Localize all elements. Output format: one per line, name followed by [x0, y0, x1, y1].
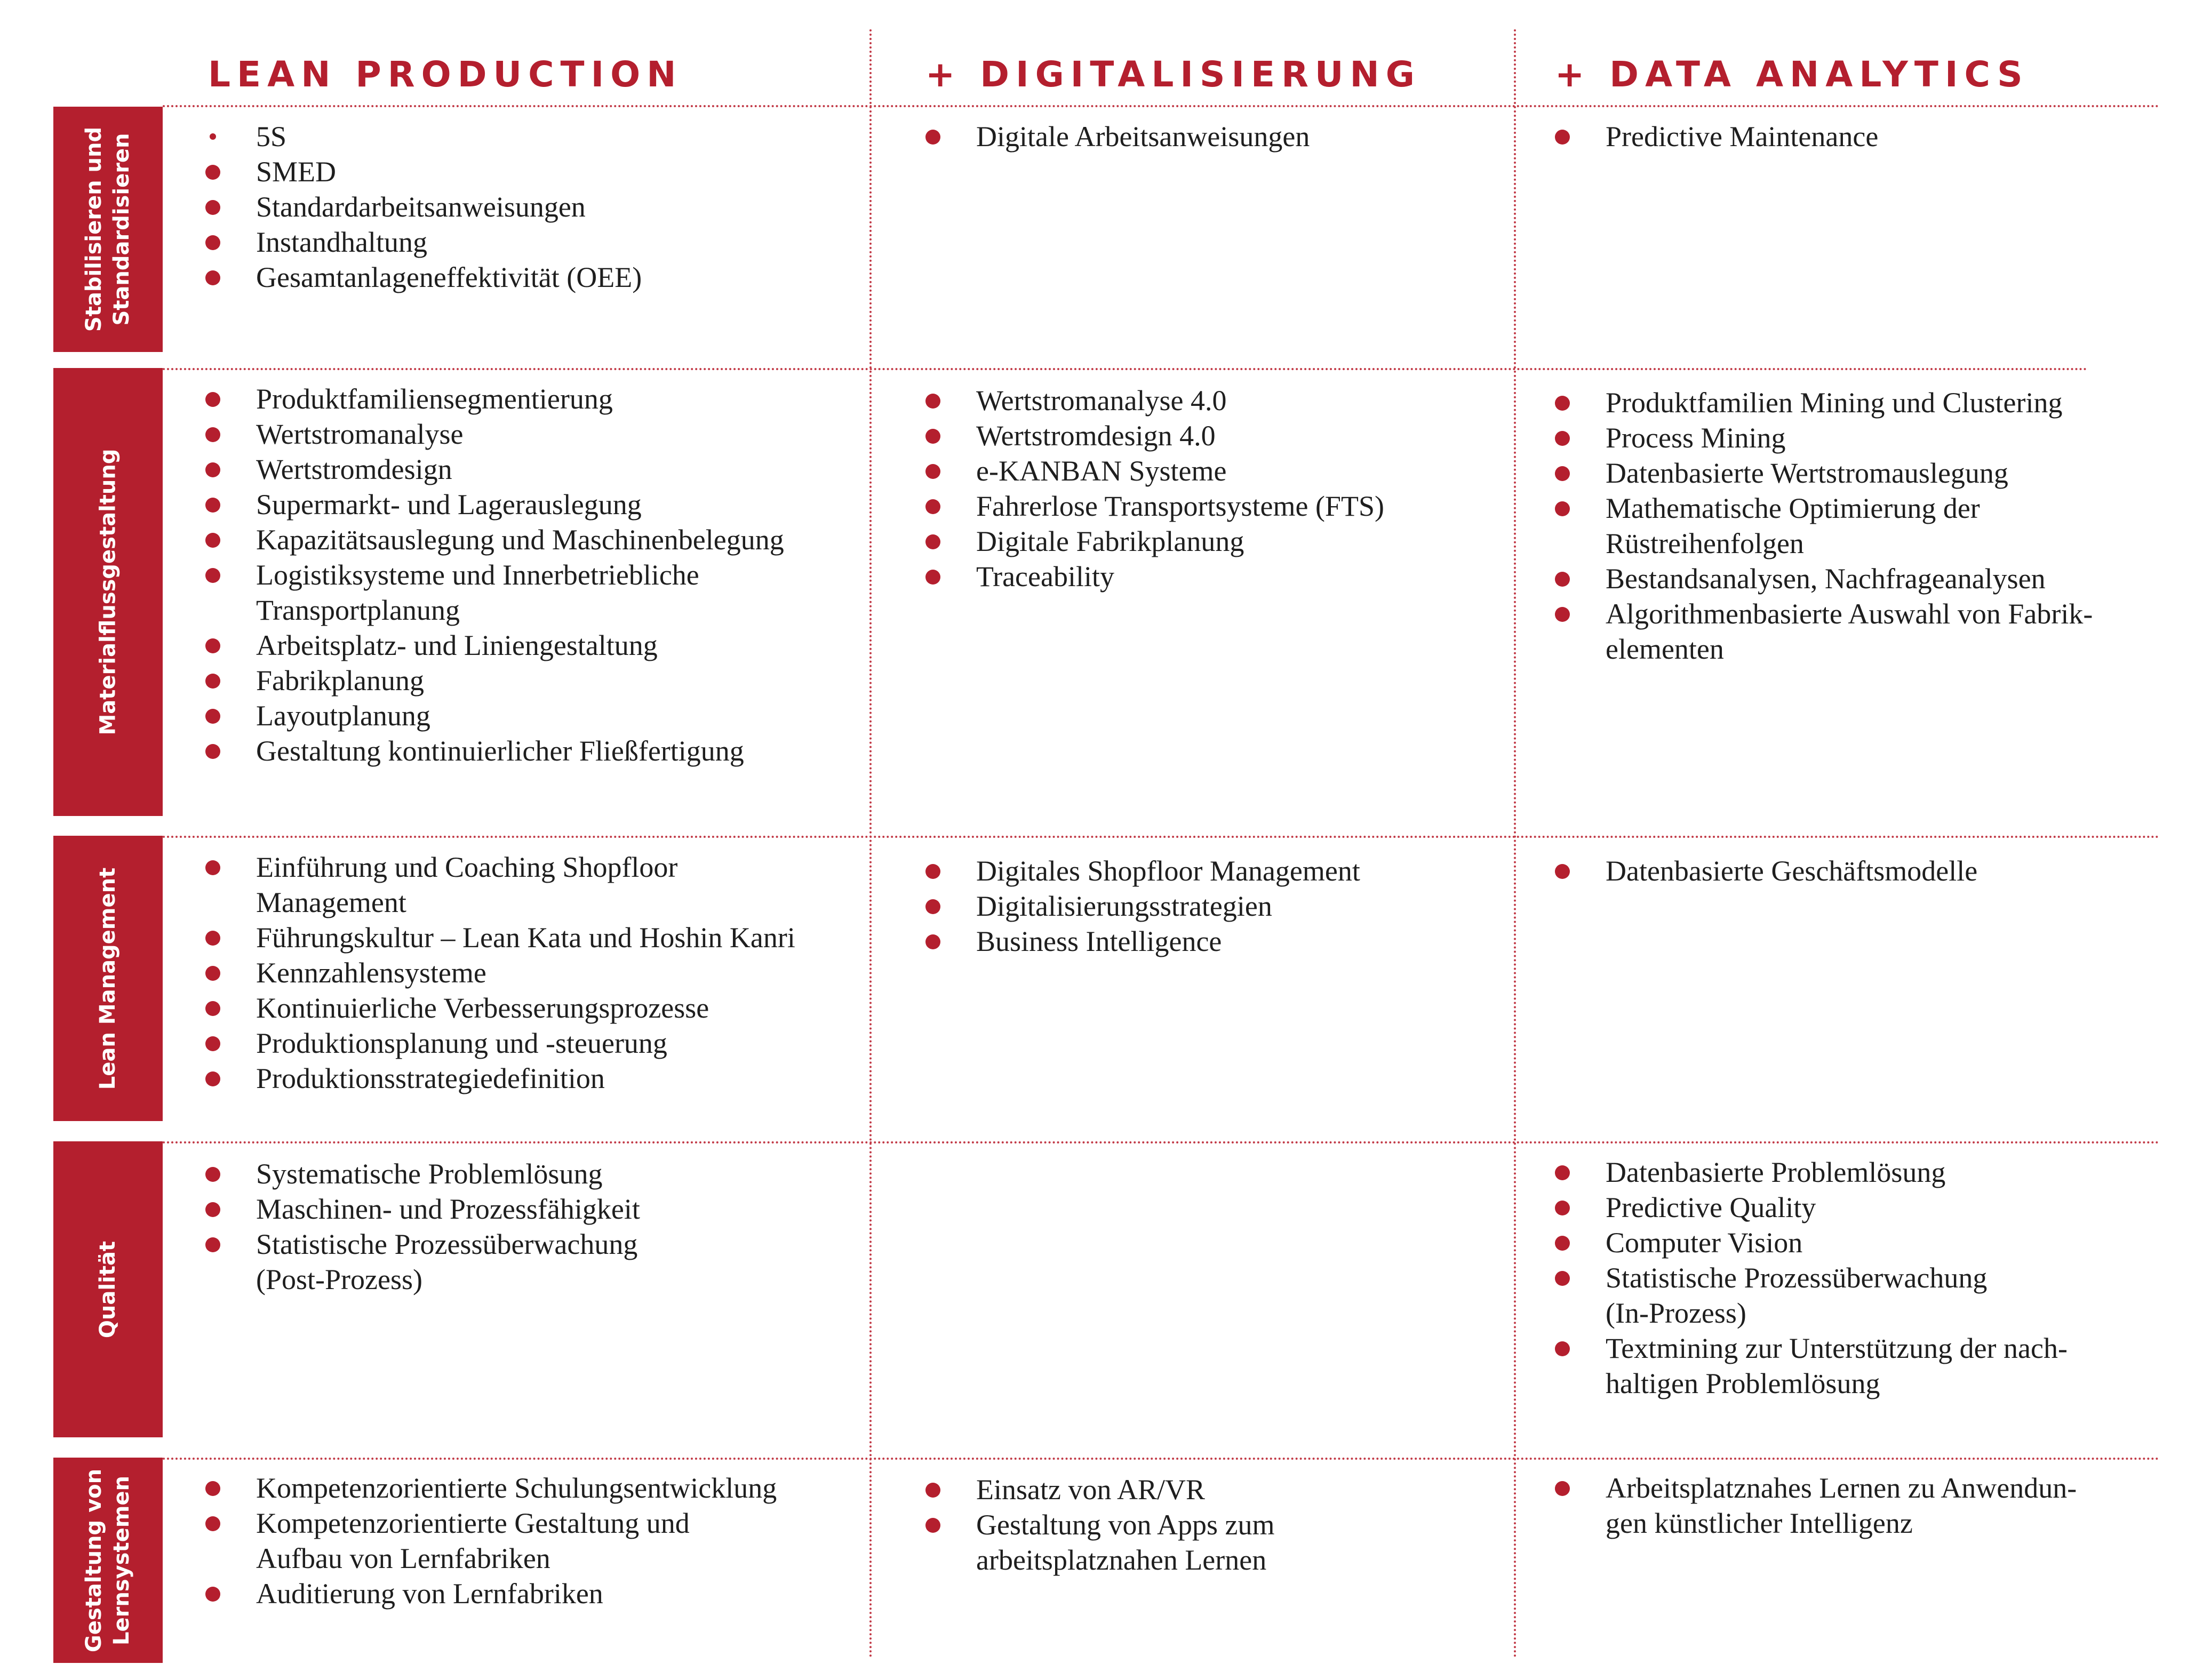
bullet-icon: [205, 1587, 220, 1602]
list-item-text: arbeitsplatznahen Lernen: [976, 1544, 1267, 1576]
list-item-text: Mathematische Optimierung der: [1606, 492, 1980, 524]
list-item: [925, 924, 1360, 959]
bullet-icon: [205, 1001, 220, 1016]
list-item: [205, 628, 784, 663]
list-item: [205, 452, 784, 487]
list-item: [1555, 119, 1878, 154]
bullet-icon: [205, 638, 220, 653]
list-item: [925, 559, 1384, 594]
list-item-text: Kennzahlensysteme: [256, 957, 486, 989]
bullet-icon: [205, 165, 220, 180]
list-item: [205, 920, 795, 955]
list-item-text: Digitale Arbeitsanweisungen: [976, 121, 1310, 153]
list-item-text: Arbeitsplatznahes Lernen zu Anwendun-: [1606, 1472, 2077, 1504]
row-label-stabilisieren: Stabilisieren und Standardisieren: [53, 107, 163, 352]
row-divider: [163, 1141, 2160, 1143]
list-item-text: Business Intelligence: [976, 925, 1222, 957]
list-item-text: Datenbasierte Wertstromauslegung: [1606, 457, 2008, 489]
list-item-text: Wertstromdesign 4.0: [976, 420, 1216, 452]
list-item: [925, 1472, 1274, 1507]
list-item: [205, 1156, 640, 1191]
list-item: [205, 698, 784, 733]
list-item-text: Datenbasierte Problemlösung: [1606, 1156, 1946, 1188]
bullet-icon: [1555, 864, 1570, 879]
bullet-icon: [205, 709, 220, 724]
list-item: [205, 1470, 777, 1506]
column-divider: [1514, 29, 1516, 1659]
bullet-icon: [1555, 1271, 1570, 1286]
list-item-text: Arbeitsplatz- und Liniengestaltung: [256, 629, 658, 661]
list-item-text: gen künstlicher Intelligenz: [1606, 1507, 1913, 1539]
list-item-text: Bestandsanalysen, Nachfrageanalysen: [1606, 563, 2046, 595]
list-item-text: Aufbau von Lernfabriken: [256, 1542, 550, 1574]
list-item: [205, 522, 784, 557]
list-item-text: Textmining zur Unterstützung der nach-: [1606, 1332, 2068, 1364]
bullet-icon: [1555, 1236, 1570, 1251]
list-item: [205, 225, 642, 260]
list-item: [205, 189, 642, 225]
list-item: [1555, 420, 2093, 455]
list-item-text: Produktionsplanung und -steuerung: [256, 1027, 667, 1059]
list-item-text: Digitales Shopfloor Management: [976, 855, 1360, 887]
list-item: [1555, 385, 2093, 420]
list-item: [205, 1227, 640, 1297]
list-item: [205, 119, 642, 154]
list-item: [205, 990, 795, 1026]
list-item: [1555, 1260, 2068, 1331]
bullet-icon: [925, 1483, 940, 1498]
list-item: [205, 1506, 777, 1576]
bullet-icon: [925, 394, 940, 409]
list-item-text: haltigen Problemlösung: [1606, 1367, 1880, 1399]
list-item: [205, 663, 784, 698]
list-item-text: Transportplanung: [256, 594, 460, 626]
bullet-icon: [925, 864, 940, 879]
list-item: [205, 955, 795, 990]
list-item-text: Standardarbeitsanweisungen: [256, 191, 586, 223]
list-item-text: Process Mining: [1606, 422, 1786, 454]
row-divider: [163, 105, 2160, 107]
bullet-icon: [205, 1481, 220, 1496]
list-item: [1555, 1331, 2068, 1401]
list-item-text: e-KANBAN Systeme: [976, 455, 1227, 487]
bullet-icon: [205, 568, 220, 583]
list-item-text: Gestaltung kontinuierlicher Fließfertigung: [256, 735, 744, 767]
list-item-text: (In-Prozess): [1606, 1297, 1746, 1329]
list-item: [925, 418, 1384, 453]
list-item-text: Gestaltung von Apps zum: [976, 1509, 1275, 1541]
cell-r2-c2: [1555, 853, 1977, 889]
bullet-icon: [205, 1071, 220, 1086]
bullet-icon: [925, 534, 940, 549]
row-label-materialflussgestaltung: Materialflussgestaltung: [53, 368, 163, 816]
list-item-text: Digitale Fabrikplanung: [976, 525, 1244, 557]
row-divider: [163, 1458, 2160, 1460]
column-divider: [869, 29, 872, 1659]
list-item-text: 5S: [256, 121, 287, 153]
bullet-icon: [205, 462, 220, 477]
bullet-icon: [925, 934, 940, 949]
list-item: [205, 733, 784, 769]
cell-r2-c0: [205, 850, 795, 1096]
row-label-lean-management: Lean Management: [53, 836, 163, 1121]
list-item: [205, 1191, 640, 1227]
list-item-text: elementen: [1606, 633, 1724, 665]
list-item-text: Instandhaltung: [256, 226, 427, 258]
list-item-text: Digitalisierungsstrategien: [976, 890, 1272, 922]
list-item-text: Einsatz von AR/VR: [976, 1474, 1205, 1506]
bullet-icon: [205, 427, 220, 442]
list-item-text: Datenbasierte Geschäftsmodelle: [1606, 855, 1978, 887]
list-item: [1555, 1155, 2068, 1190]
row-label-qualitaet: Qualität: [53, 1141, 163, 1437]
row-divider: [163, 368, 2088, 370]
list-item: [205, 154, 642, 189]
cell-r4-c1: [925, 1472, 1274, 1578]
list-item-text: Wertstromdesign: [256, 453, 452, 485]
list-item-text: Statistische Prozessüberwachung: [256, 1228, 638, 1260]
list-item-text: Kompetenzorientierte Gestaltung und: [256, 1507, 690, 1539]
list-item-text: Kapazitätsauslegung und Maschinenbelegung: [256, 524, 784, 556]
list-item: [925, 489, 1384, 524]
bullet-icon: [1555, 1165, 1570, 1180]
bullet-icon: [925, 464, 940, 479]
bullet-icon: [205, 1036, 220, 1051]
bullet-icon: [1555, 1341, 1570, 1356]
list-item-text: Layoutplanung: [256, 700, 430, 732]
bullet-icon: [1555, 396, 1570, 411]
list-item-text: Fahrerlose Transportsysteme (FTS): [976, 490, 1384, 522]
list-item: [205, 381, 784, 417]
bullet-icon: [925, 130, 940, 145]
list-item: [925, 853, 1360, 889]
list-item-text: Produktfamiliensegmentierung: [256, 383, 613, 415]
list-item-text: Kontinuierliche Verbesserungsprozesse: [256, 992, 709, 1024]
cell-r4-c2: [1555, 1470, 2077, 1541]
list-item-text: Wertstromanalyse: [256, 418, 464, 450]
list-item: [925, 383, 1384, 418]
cell-r1-c1: [925, 383, 1384, 594]
list-item-text: Gesamtanlageneffektivität (OEE): [256, 261, 642, 293]
list-item-text: Rüstreihenfolgen: [1606, 527, 1804, 559]
bullet-icon: [205, 235, 220, 250]
list-item-text: Statistische Prozessüberwachung: [1606, 1262, 1988, 1294]
list-item: [925, 524, 1384, 559]
bullet-icon: [1555, 607, 1570, 622]
list-item: [205, 260, 642, 295]
bullet-icon: [205, 200, 220, 215]
list-item-text: Führungskultur – Lean Kata und Hoshin Kanri: [256, 922, 795, 954]
list-item: [205, 1576, 777, 1611]
cell-r2-c1: [925, 853, 1360, 959]
bullet-icon: [205, 1237, 220, 1252]
bullet-icon: [925, 570, 940, 585]
column-header-data-analytics: + DATA ANALYTICS: [1555, 54, 2029, 95]
bullet-icon: [205, 270, 220, 285]
list-item: [205, 487, 784, 522]
row-label-lernsysteme: Gestaltung von Lernsystemen: [53, 1458, 163, 1663]
bullet-icon: [210, 133, 216, 140]
bullet-icon: [1555, 1201, 1570, 1215]
list-item: [1555, 596, 2093, 667]
bullet-icon: [205, 1202, 220, 1217]
list-item: [1555, 491, 2093, 561]
cell-r3-c2: [1555, 1155, 2068, 1401]
list-item-text: Logistiksysteme und Innerbetriebliche: [256, 559, 699, 591]
list-item-text: (Post-Prozess): [256, 1263, 422, 1295]
list-item: [205, 1026, 795, 1061]
list-item: [1555, 1225, 2068, 1260]
bullet-icon: [1555, 431, 1570, 446]
bullet-icon: [205, 392, 220, 407]
bullet-icon: [205, 966, 220, 981]
list-item: [205, 850, 795, 920]
cell-r4-c0: [205, 1470, 777, 1611]
list-item-text: Kompetenzorientierte Schulungsentwicklung: [256, 1472, 777, 1504]
bullet-icon: [1555, 466, 1570, 481]
list-item-text: Management: [256, 886, 406, 918]
list-item: [925, 453, 1384, 489]
list-item: [1555, 561, 2093, 596]
list-item-text: Predictive Quality: [1606, 1191, 1816, 1223]
bullet-icon: [925, 429, 940, 444]
cell-r3-c0: [205, 1156, 640, 1297]
bullet-icon: [1555, 130, 1570, 145]
list-item-text: Supermarkt- und Lagerauslegung: [256, 489, 642, 521]
list-item-text: Produktfamilien Mining und Clustering: [1606, 387, 2063, 419]
list-item: [205, 417, 784, 452]
list-item-text: Wertstromanalyse 4.0: [976, 385, 1227, 417]
list-item: [1555, 1470, 2077, 1541]
bullet-icon: [205, 931, 220, 946]
cell-r0-c2: [1555, 119, 1878, 154]
cell-r1-c2: [1555, 385, 2093, 667]
bullet-icon: [205, 533, 220, 548]
list-item-text: Einführung und Coaching Shopfloor: [256, 851, 678, 883]
cell-r0-c0: [205, 119, 642, 295]
list-item-text: Predictive Maintenance: [1606, 121, 1879, 153]
list-item: [925, 889, 1360, 924]
list-item: [1555, 455, 2093, 491]
bullet-icon: [925, 1518, 940, 1533]
list-item-text: SMED: [256, 156, 337, 188]
list-item: [925, 119, 1310, 154]
list-item-text: Auditierung von Lernfabriken: [256, 1578, 603, 1610]
bullet-icon: [205, 1167, 220, 1182]
list-item-text: Algorithmenbasierte Auswahl von Fabrik-: [1606, 598, 2093, 630]
bullet-icon: [205, 860, 220, 875]
list-item: [1555, 1190, 2068, 1225]
cell-r0-c1: [925, 119, 1310, 154]
cell-r1-c0: [205, 381, 784, 769]
list-item: [1555, 853, 1977, 889]
list-item-text: Traceability: [976, 561, 1114, 593]
list-item: [205, 1061, 795, 1096]
bullet-icon: [925, 899, 940, 914]
bullet-icon: [205, 498, 220, 513]
bullet-icon: [205, 674, 220, 689]
row-divider: [163, 836, 2160, 838]
list-item-text: Systematische Problemlösung: [256, 1158, 603, 1190]
list-item-text: Computer Vision: [1606, 1227, 1803, 1259]
list-item-text: Maschinen- und Prozessfähigkeit: [256, 1193, 640, 1225]
bullet-icon: [1555, 1481, 1570, 1496]
bullet-icon: [1555, 572, 1570, 587]
bullet-icon: [205, 1516, 220, 1531]
list-item-text: Produktionsstrategiedefinition: [256, 1062, 605, 1094]
list-item: [925, 1507, 1274, 1578]
bullet-icon: [1555, 501, 1570, 516]
bullet-icon: [925, 499, 940, 514]
bullet-icon: [205, 744, 220, 759]
column-header-lean-production: LEAN PRODUCTION: [208, 54, 683, 95]
list-item: [205, 557, 784, 628]
list-item-text: Fabrikplanung: [256, 665, 424, 697]
column-header-digitalisierung: + DIGITALISIERUNG: [925, 54, 1421, 95]
